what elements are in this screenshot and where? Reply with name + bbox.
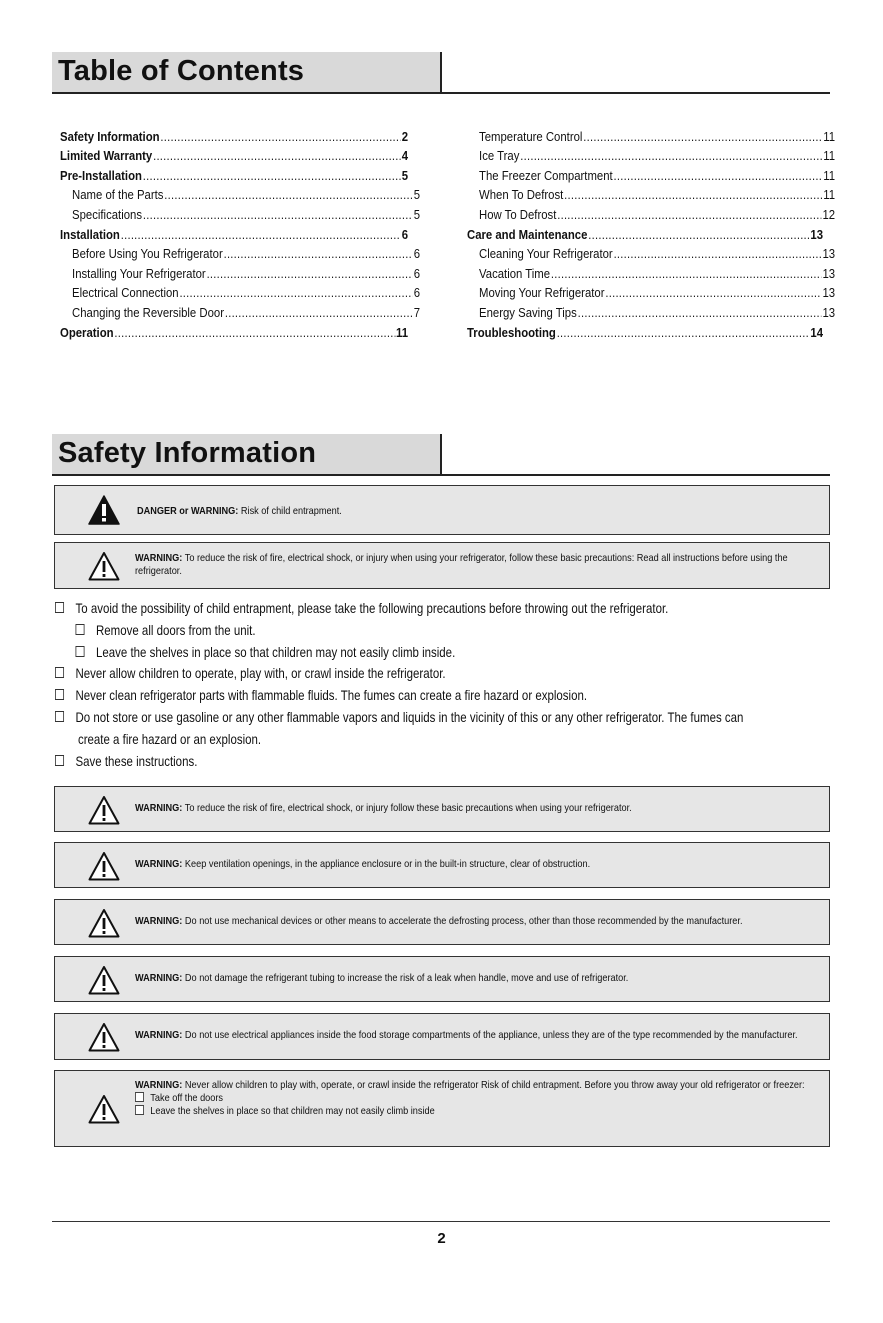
toc-entry-page: 6	[413, 285, 421, 301]
warning-box	[54, 786, 830, 832]
checkbox-icon	[55, 755, 64, 766]
toc-entry-label: How To Defrost	[479, 206, 557, 222]
toc-leader-dots	[605, 285, 821, 300]
toc-entry-label: Safety Information	[60, 128, 160, 144]
toc-entry-label: When To Defrost	[479, 187, 564, 203]
toc-entry[interactable]	[60, 222, 408, 242]
checkbox-icon	[55, 602, 64, 613]
toc-leader-dots	[179, 285, 412, 300]
toc-leader-dots	[564, 187, 822, 202]
toc-leader-dots	[207, 266, 413, 281]
toc-entry-label: Cleaning Your Refrigerator	[479, 246, 613, 262]
toc-entry-page: 2	[401, 128, 409, 144]
toc-entry-page: 13	[822, 246, 836, 262]
toc-entry-label: Troubleshooting	[467, 324, 556, 340]
toc-leader-dots	[578, 305, 822, 320]
toc-leader-dots	[588, 227, 809, 242]
toc-leader-dots	[114, 325, 395, 340]
toc-entry-page: 5	[413, 187, 421, 203]
warning-icon	[88, 795, 120, 825]
toc-entry-page: 5	[401, 167, 409, 183]
toc-entry[interactable]	[467, 242, 835, 262]
toc-leader-dots	[143, 207, 413, 222]
toc-entry[interactable]	[467, 300, 835, 320]
toc-entry-page: 7	[413, 304, 421, 320]
toc-entry[interactable]	[60, 281, 420, 301]
toc-leader-dots	[164, 187, 413, 202]
toc-entry-page: 11	[823, 148, 836, 164]
toc-entry[interactable]	[467, 144, 835, 164]
toc-entry[interactable]	[60, 163, 408, 183]
toc-leader-dots	[557, 207, 821, 222]
warning-body: Do not damage the refrigerant tubing to increase the risk of a leak when handle, move and use of refrigerator.	[182, 973, 629, 984]
toc-entry-label: Installing Your Refrigerator	[72, 265, 206, 281]
toc-entry-label: Moving Your Refrigerator	[479, 285, 605, 301]
toc-entry-label: Changing the Reversible Door	[72, 304, 224, 320]
danger-text	[137, 505, 826, 518]
list-item: Never allow children to operate, play with, or crawl inside the refrigerator.	[55, 663, 695, 685]
list-item-continuation: create a fire hazard or an explosion.	[77, 730, 262, 747]
toc-entry[interactable]	[60, 124, 408, 144]
warning-top-body: To reduce the risk of fire, electrical shock, or injury when using your refrigerator, follow these basic precautions: Read all instructions before using the refrigerator.	[135, 553, 788, 577]
toc-entry-label: Electrical Connection	[72, 285, 179, 301]
danger-lead: DANGER or WARNING:	[137, 506, 239, 517]
warning-body: Do not use mechanical devices or other means to accelerate the defrosting process, other than those recommended by the manufacturer.	[182, 916, 743, 927]
toc-entry-page: 12	[822, 206, 836, 222]
warning-box	[54, 956, 830, 1002]
page-number: 2	[437, 1230, 446, 1247]
warning-top-text	[135, 552, 824, 578]
warning-lead: WARNING:	[135, 973, 183, 984]
toc-entry[interactable]	[467, 281, 835, 301]
warning-text	[135, 972, 824, 985]
toc-entry-page: 13	[810, 226, 824, 242]
list-item: Save these instructions.	[55, 751, 695, 773]
warning-body: Do not use electrical appliances inside the food storage compartments of the appliance, unless they are of the type recommended by the manufacturer.	[182, 1030, 798, 1041]
list-item: Remove all doors from the unit.	[55, 620, 695, 642]
checkbox-icon	[135, 1105, 144, 1115]
toc-entry-label: Operation	[60, 324, 114, 340]
danger-icon	[88, 495, 120, 525]
toc-entry-label: Name of the Parts	[72, 187, 164, 203]
toc-entry[interactable]	[467, 163, 835, 183]
toc-entry-label: Specifications	[72, 206, 143, 222]
toc-entry-label: Installation	[60, 226, 120, 242]
toc-leader-dots	[557, 325, 810, 340]
toc-entry-label: Care and Maintenance	[467, 226, 588, 242]
toc-leader-dots	[520, 148, 822, 163]
warning-text	[135, 915, 824, 928]
toc-leader-dots	[160, 129, 400, 144]
toc-leader-dots	[583, 129, 822, 144]
warning-icon	[88, 965, 120, 995]
warning-body: Keep ventilation openings, in the appliance enclosure or in the built-in structure, clear of obstruction.	[182, 859, 591, 870]
warning-icon	[88, 551, 120, 581]
toc-leader-dots	[225, 305, 413, 320]
toc-title-tab	[52, 52, 442, 92]
warning-text	[135, 1079, 824, 1118]
toc-entry-page: 14	[810, 324, 824, 340]
toc-entry-label: Ice Tray	[479, 148, 520, 164]
toc-entry[interactable]	[467, 222, 823, 242]
warning-icon	[88, 1094, 120, 1124]
warning-body: To reduce the risk of fire, electrical shock, or injury follow these basic precautions when using your refrigerator.	[182, 803, 632, 814]
toc-entry[interactable]	[60, 261, 420, 281]
toc-entry-label: Limited Warranty	[60, 148, 153, 164]
toc-title: Table of Contents	[58, 55, 305, 87]
toc-entry[interactable]	[60, 320, 408, 340]
safety-title: Safety Information	[58, 437, 317, 469]
warning-body: Never allow children to play with, operate, or crawl inside the refrigerator Risk of child entrapment. Before you throw away your old refrigerator or freezer:	[182, 1080, 805, 1091]
checkbox-icon	[55, 667, 64, 678]
toc-entry[interactable]	[60, 242, 420, 262]
toc-leader-dots	[143, 168, 401, 183]
footer-rule	[52, 1221, 830, 1222]
checkbox-icon	[76, 624, 85, 635]
toc-entry-page: 13	[822, 304, 836, 320]
safety-title-tab	[52, 434, 442, 474]
toc-entry-label: The Freezer Compartment	[479, 167, 613, 183]
toc-entry-page: 11	[823, 128, 836, 144]
warning-box-top	[54, 542, 830, 589]
toc-entry-page: 13	[822, 265, 836, 281]
warning-icon	[88, 851, 120, 881]
warning-lead: WARNING:	[135, 1080, 183, 1091]
toc-entry[interactable]	[60, 183, 420, 203]
toc-leader-dots	[224, 246, 413, 261]
list-item: Do not store or use gasoline or any other flammable vapors and liquids in the vicinity of this or any other refrigerator. The fumes can	[55, 707, 695, 729]
toc-entry[interactable]	[467, 124, 835, 144]
toc-left-column	[60, 124, 421, 340]
warning-sub-item: Leave the shelves in place so that children may not easily climb inside	[135, 1105, 824, 1118]
checkbox-icon	[76, 646, 85, 657]
toc-entry[interactable]	[60, 144, 408, 164]
warning-icon	[88, 908, 120, 938]
toc-leader-dots	[551, 266, 822, 281]
toc-leader-dots	[121, 227, 401, 242]
toc-entry[interactable]	[467, 261, 835, 281]
checkbox-icon	[55, 689, 64, 700]
toc-entry[interactable]	[467, 202, 835, 222]
warning-text	[135, 858, 824, 871]
toc-entry[interactable]	[60, 300, 420, 320]
toc-entry[interactable]	[467, 183, 835, 203]
toc-entry-label: Temperature Control	[479, 128, 583, 144]
toc-leader-dots	[614, 168, 823, 183]
precautions-list	[55, 598, 835, 772]
warning-text	[135, 802, 824, 815]
toc-leader-dots	[614, 246, 822, 261]
toc-entry-label: Vacation Time	[479, 265, 551, 281]
warning-sub-item: Take off the doors	[135, 1092, 824, 1105]
warning-box	[54, 1070, 830, 1147]
toc-entry-page: 13	[822, 285, 836, 301]
toc-entry-page: 5	[413, 206, 421, 222]
warning-icon	[88, 1022, 120, 1052]
list-item: Never clean refrigerator parts with flammable fluids. The fumes can create a fire hazard or explosion.	[55, 685, 695, 707]
list-item: To avoid the possibility of child entrapment, please take the following precautions before throwing out the refrigerator.	[55, 598, 695, 620]
warning-top-lead: WARNING:	[135, 553, 183, 564]
toc-right-column	[467, 124, 836, 340]
toc-entry-label: Before Using You Refrigerator	[72, 246, 223, 262]
toc-entry-page: 11	[823, 187, 836, 203]
checkbox-icon	[135, 1092, 144, 1102]
warning-lead: WARNING:	[135, 859, 183, 870]
warning-box	[54, 842, 830, 888]
danger-body: Risk of child entrapment.	[238, 506, 342, 517]
warning-lead: WARNING:	[135, 1030, 183, 1041]
toc-entry-page: 11	[396, 324, 409, 340]
toc-entry-page: 11	[823, 167, 836, 183]
warning-lead: WARNING:	[135, 803, 183, 814]
toc-entry[interactable]	[467, 320, 823, 340]
toc-entry[interactable]	[60, 202, 420, 222]
toc-header	[52, 52, 830, 94]
warning-box	[54, 1013, 830, 1060]
toc-leader-dots	[153, 148, 401, 163]
list-item: Leave the shelves in place so that children may not easily climb inside.	[55, 642, 695, 664]
safety-header	[52, 434, 830, 476]
warning-box	[54, 899, 830, 945]
checkbox-icon	[55, 711, 64, 722]
danger-box	[54, 485, 830, 535]
toc-entry-label: Energy Saving Tips	[479, 304, 577, 320]
toc-entry-page: 4	[401, 148, 409, 164]
toc-entry-label: Pre-Installation	[60, 167, 142, 183]
toc-entry-page: 6	[413, 265, 421, 281]
warning-lead: WARNING:	[135, 916, 183, 927]
warning-text	[135, 1029, 824, 1042]
toc-entry-page: 6	[413, 246, 421, 262]
toc-entry-page: 6	[401, 226, 409, 242]
